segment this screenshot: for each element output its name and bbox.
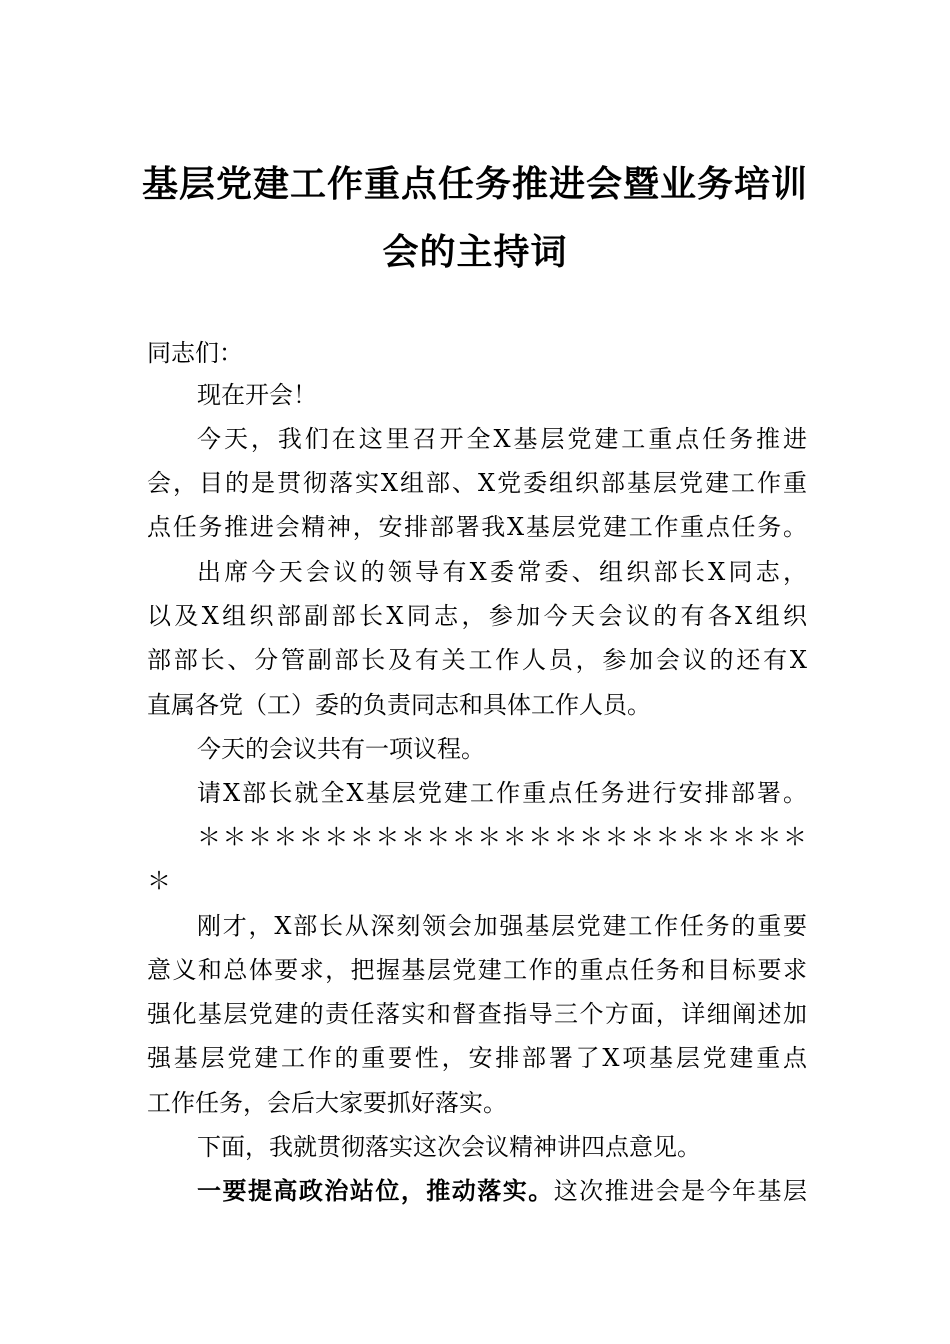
- body-line: 强化基层党建的责任落实和督查指导三个方面，详细阐述加: [147, 1000, 807, 1028]
- separator-asterisks: ＊＊＊＊＊＊＊＊＊＊＊＊＊＊＊＊＊＊＊＊＊＊＊＊: [197, 823, 807, 851]
- body-line: 会，目的是贯彻落实X组部、X党委组织部基层党建工作重: [147, 469, 807, 497]
- body-line: 刚才，X部长从深刻领会加强基层党建工作任务的重要: [197, 912, 807, 940]
- body-line: 今天的会议共有一项议程。: [197, 735, 485, 763]
- body-line: 现在开会！: [197, 381, 317, 409]
- body-line: 点任务推进会精神，安排部署我X基层党建工作重点任务。: [147, 513, 807, 541]
- body-line: 下面，我就贯彻落实这次会议精神讲四点意见。: [197, 1133, 701, 1161]
- body-line-point-one: [197, 1176, 807, 1206]
- body-line: 部部长、分管副部长及有关工作人员，参加会议的还有X: [147, 646, 807, 674]
- separator-asterisk-tail: ＊: [147, 867, 171, 895]
- document-title-line-2: 会的主持词: [382, 231, 568, 273]
- body-line: 今天，我们在这里召开全X基层党建工重点任务推进: [197, 425, 807, 453]
- body-line: 强基层党建工作的重要性，安排部署了X项基层党建重点: [147, 1044, 807, 1072]
- point-one-text: 这次推进会是今年基层: [553, 1177, 808, 1205]
- body-line: 出席今天会议的领导有X委常委、组织部长X同志，: [197, 558, 807, 586]
- document-title-line-1: 基层党建工作重点任务推进会暨业务培训: [141, 163, 808, 205]
- salutation: 同志们：: [147, 339, 243, 367]
- body-line: 直属各党（工）委的负责同志和具体工作人员。: [147, 691, 651, 719]
- body-line: 意义和总体要求，把握基层党建工作的重点任务和目标要求: [147, 956, 807, 984]
- body-line: 请X部长就全X基层党建工作重点任务进行安排部署。: [197, 779, 807, 807]
- point-one-heading: 一要提高政治站位，推动落实。: [197, 1176, 554, 1205]
- body-line: 以及X组织部副部长X同志，参加今天会议的有各X组织: [147, 602, 807, 630]
- body-line: 工作任务，会后大家要抓好落实。: [147, 1089, 507, 1117]
